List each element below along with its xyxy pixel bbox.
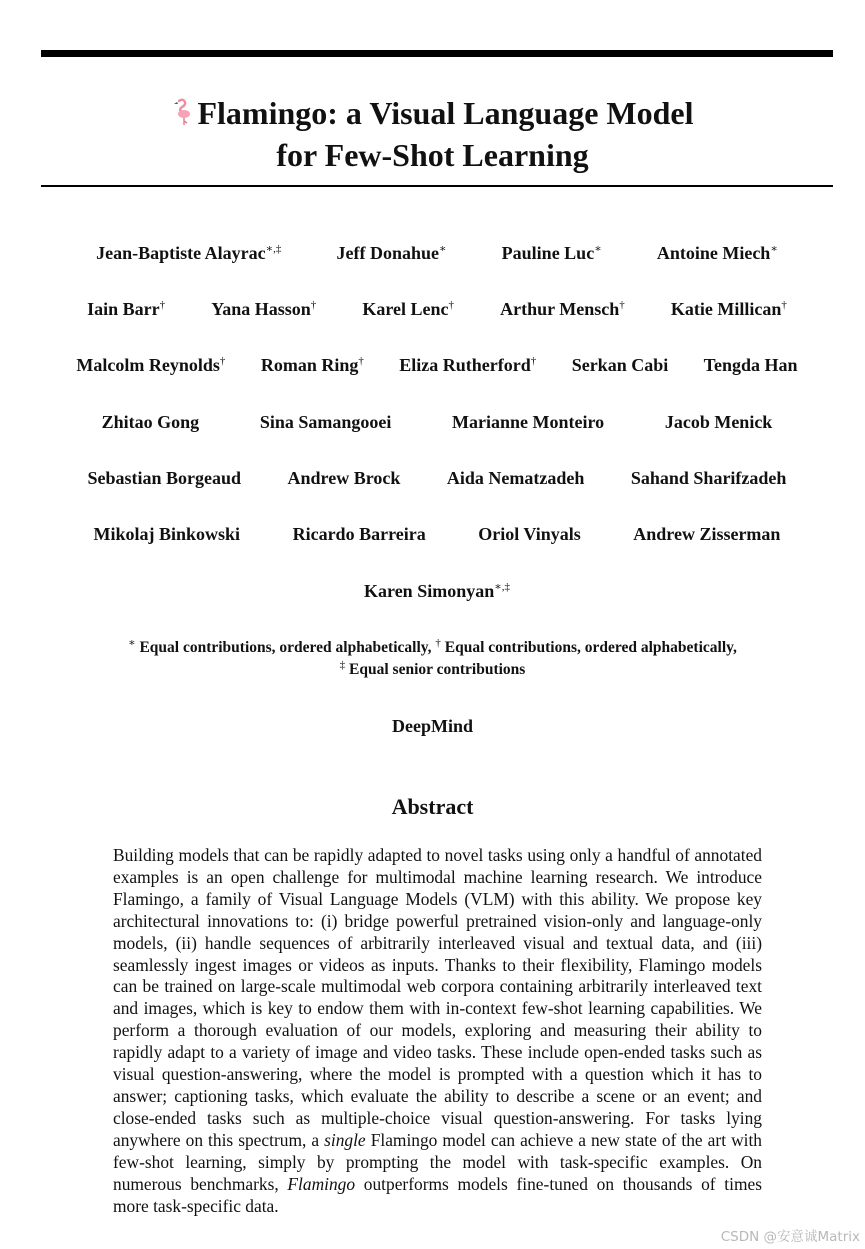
author: Andrew Zisserman: [633, 524, 781, 544]
author-row-5: [41, 467, 833, 489]
title-line-1-text: Flamingo: a Visual Language Model: [197, 95, 694, 131]
paper-title: [0, 92, 865, 176]
author: Ricardo Barreira: [292, 524, 426, 544]
author-row-3: [41, 354, 833, 376]
author: Tengda Han: [703, 355, 798, 375]
author: Yana Hasson†: [211, 299, 317, 319]
author: Sina Samangooei: [259, 412, 392, 432]
affiliation: DeepMind: [392, 716, 473, 736]
author-row-1: [41, 242, 833, 264]
author: Aida Nematzadeh: [446, 468, 585, 488]
author: Katie Millican†: [670, 299, 787, 319]
abstract-heading: Abstract: [391, 794, 474, 819]
author: Malcolm Reynolds†: [76, 355, 226, 375]
author-row-2: [41, 298, 833, 320]
title-line-2: for Few-Shot Learning: [276, 137, 589, 173]
watermark: CSDN @安意诚Matrix: [720, 1229, 860, 1245]
author: Sahand Sharifzadeh: [630, 468, 787, 488]
author: Jean-Baptiste Alayrac∗,‡: [96, 243, 282, 263]
author: Pauline Luc∗: [501, 243, 602, 263]
author: Roman Ring†: [260, 355, 364, 375]
author: Sebastian Borgeaud: [87, 468, 242, 488]
author-row-7: [41, 580, 833, 602]
author-row-6: [41, 523, 833, 545]
author: Andrew Brock: [287, 468, 401, 488]
author: Arthur Mensch†: [500, 299, 625, 319]
author-row-4: [41, 411, 833, 433]
abstract-body: Building models that can be rapidly adapted to novel tasks using only a handful of annotated examples is an open challenge for multimodal machine learning research. We introduce Flamingo, a family of Visual Language Models (VLM) with this ability. We propose key architectural innovations to: (i) bridge powerful pretrained vision-only and language-only models, (ii) handle sequences of arbitrarily interleaved visual and textual data, and (iii) seamlessly ingest images or videos as inputs. Thanks to their flexibility, Flamingo models can be trained on large-scale multimodal web corpora containing arbitrarily interleaved text and images, which is key to endow them with in-context few-shot learning capabilities. We perform a thorough evaluation of our models, exploring and measuring their ability to rapidly adapt to a variety of image and video tasks. These include open-ended tasks such as visual question-answering, where the model is prompted with a question which it has to answer; captioning tasks, which evaluate the ability to describe a scene or an event; and close-ended tasks such as multiple-choice visual question-answering. For tasks lying anywhere on this spectrum, a single Flamingo model can achieve a new state of the art with few-shot learning, simply by prompting the model with task-specific examples. On numerous benchmarks, Flamingo outperforms models fine-tuned on thousands of times more task-specific data.: [113, 845, 762, 1216]
contribution-note-line-1: ∗ Equal contributions, ordered alphabetically, † Equal contributions, ordered alphabetically,: [128, 637, 737, 656]
flamingo-icon: [171, 98, 193, 126]
author: Karel Lenc†: [362, 299, 454, 319]
title-rule: [41, 185, 833, 187]
author: Mikolaj Binkowski: [93, 524, 241, 544]
author: Iain Barr†: [87, 299, 166, 319]
author: Eliza Rutherford†: [399, 355, 537, 375]
author: Oriol Vinyals: [478, 524, 581, 544]
author: Marianne Monteiro: [452, 412, 605, 432]
top-rule: [41, 50, 833, 57]
author: Zhitao Gong: [101, 412, 200, 432]
author: Serkan Cabi: [571, 355, 669, 375]
author: Antoine Miech∗: [656, 243, 778, 263]
author: Jeff Donahue∗: [336, 243, 447, 263]
author: Jacob Menick: [664, 412, 773, 432]
contribution-note-line-2: ‡ Equal senior contributions: [339, 659, 526, 678]
title-line-1: [0, 92, 865, 134]
author: Karen Simonyan∗,‡: [364, 581, 510, 601]
contribution-notes: [60, 637, 805, 681]
